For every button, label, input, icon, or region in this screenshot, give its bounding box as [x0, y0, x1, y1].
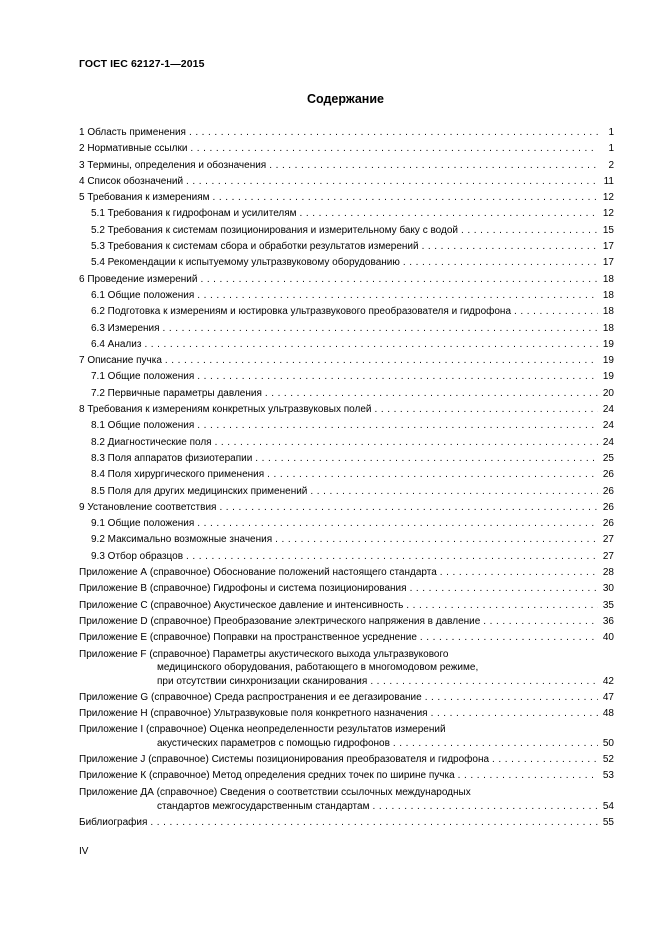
toc-entry-page: 30: [602, 583, 614, 595]
toc-entry-page: 19: [602, 338, 614, 350]
leader-dots: [406, 598, 598, 614]
toc-entry-page: 24: [602, 420, 614, 432]
leader-dots: [197, 369, 598, 385]
leader-dots: [375, 402, 599, 418]
toc-entry-page: 25: [602, 452, 614, 464]
leader-dots: [190, 141, 598, 157]
toc-entry[interactable]: [79, 174, 614, 190]
toc-entry[interactable]: [79, 402, 614, 418]
toc-entry-annex-i[interactable]: [79, 723, 614, 752]
toc-entry[interactable]: [79, 206, 614, 222]
toc-entry-label: 9.2 Максимально возможные значения: [91, 534, 273, 546]
toc-entry[interactable]: [79, 255, 614, 271]
toc-entry-page: 24: [602, 404, 614, 416]
leader-dots: [144, 337, 598, 353]
toc-entry-page: 18: [602, 289, 614, 301]
toc-entry-label: 1 Область применения: [79, 127, 186, 138]
toc-entry-label: медицинского оборудования, работающего в многомодовом режиме,: [157, 661, 479, 673]
leader-dots: [422, 239, 598, 255]
toc-entry-label: Приложение I (справочное) Оценка неопределенности результатов измерений: [79, 724, 446, 736]
toc-entry-label: 3 Термины, определения и обозначения: [79, 159, 267, 171]
toc-entry[interactable]: [79, 581, 614, 597]
toc-entry-label: Приложение С (справочное) Акустическое давление и интенсивность: [79, 599, 404, 611]
toc-entry[interactable]: [79, 353, 614, 369]
toc-entry[interactable]: [79, 752, 614, 768]
toc-entry-label: 8.1 Общие положения: [91, 420, 195, 432]
toc-entry-page: 26: [602, 485, 614, 497]
toc-entry[interactable]: [79, 435, 614, 451]
leader-dots: [219, 500, 598, 516]
toc-entry[interactable]: [79, 690, 614, 706]
toc-entry[interactable]: [79, 272, 614, 288]
toc-entry-label: 9 Установление соответствия: [79, 501, 217, 513]
toc-entry[interactable]: [79, 598, 614, 614]
toc-entry-page: 42: [602, 675, 614, 687]
toc-entry[interactable]: [79, 549, 614, 565]
toc-entry-label: Приложение А (справочное) Обоснование положений настоящего стандарта: [79, 567, 437, 579]
leader-dots: [431, 706, 598, 722]
toc-entry-page: 55: [602, 816, 614, 828]
leader-dots: [267, 467, 598, 483]
leader-dots: [425, 690, 598, 706]
toc-entry[interactable]: [79, 337, 614, 353]
toc-entry[interactable]: [79, 190, 614, 206]
toc-entry-page: 54: [602, 800, 614, 812]
toc-entry[interactable]: [79, 288, 614, 304]
leader-dots: [165, 353, 598, 369]
toc-entry-page: 35: [602, 599, 614, 611]
toc-entry-page: 26: [602, 501, 614, 513]
leader-dots: [213, 190, 598, 206]
toc-entry-label: 5.4 Рекомендации к испытуемому ультразвуковому оборудованию: [91, 257, 400, 269]
toc-entry-page: 27: [602, 550, 614, 562]
toc-entry-page: 40: [602, 632, 614, 644]
leader-dots: [163, 321, 598, 337]
toc-entry[interactable]: [79, 125, 614, 141]
leader-dots: [458, 768, 598, 784]
leader-dots: [255, 451, 598, 467]
toc-entry-label: Приложение Н (справочное) Ультразвуковые поля конкретного назначения: [79, 707, 428, 719]
toc-entry-page: 1: [608, 143, 614, 155]
leader-dots: [200, 272, 598, 288]
toc-entry-label: 7.1 Общие положения: [91, 371, 195, 383]
leader-dots: [410, 581, 598, 597]
toc-entry-page: 18: [602, 306, 614, 318]
toc-entry-label: 6.3 Измерения: [91, 322, 160, 334]
toc-entry-label: 6 Проведение измерений: [79, 273, 198, 285]
leader-dots: [514, 304, 598, 320]
toc-entry-page: 26: [602, 518, 614, 530]
toc-entry[interactable]: [79, 532, 614, 548]
toc-entry-page: 52: [602, 754, 614, 766]
leader-dots: [393, 736, 598, 752]
toc-entry-label: Приложение В (справочное) Гидрофоны и система позиционирования: [79, 583, 407, 595]
toc-entry-label: 6.1 Общие положения: [91, 289, 195, 301]
toc-entry[interactable]: [79, 158, 614, 174]
leader-dots: [269, 158, 598, 174]
toc-entry-page: 12: [602, 192, 614, 204]
leader-dots: [197, 418, 598, 434]
toc-entry-page: 2: [608, 159, 614, 171]
leader-dots: [265, 386, 598, 402]
toc-entry-page: 19: [602, 371, 614, 383]
toc-entry[interactable]: [79, 768, 614, 784]
toc-entry-label: 5.2 Требования к системам позиционирования и измерительному баку с водой: [91, 224, 458, 236]
toc-entry-page: 1: [608, 127, 614, 138]
toc-title: Содержание: [306, 92, 384, 106]
toc-entry-page: 20: [602, 387, 614, 399]
standard-code: ГОСТ IEC 62127-1—2015: [79, 58, 205, 70]
toc-entry-page: 24: [602, 436, 614, 448]
toc-entry-page: 27: [602, 534, 614, 546]
toc-entry-label: 4 Список обозначений: [79, 175, 184, 187]
toc-entry-label: 7 Описание пучка: [79, 355, 162, 367]
toc-entry[interactable]: [79, 484, 614, 500]
toc-entry[interactable]: [79, 614, 614, 630]
leader-dots: [372, 799, 598, 815]
toc-entry-label: Приложение G (справочное) Среда распространения и ее дегазирование: [79, 691, 422, 703]
toc-entry-label: Библиография: [79, 816, 148, 828]
toc-entry[interactable]: [79, 630, 614, 646]
toc-entry-page: 48: [602, 707, 614, 719]
toc-entry-label: 5 Требования к измерениям: [79, 192, 210, 204]
toc-entry[interactable]: [79, 386, 614, 402]
toc-entry-page: 53: [602, 770, 614, 782]
table-of-contents: [79, 125, 614, 831]
toc-entry-page: 11: [603, 175, 614, 187]
toc-entry[interactable]: [79, 706, 614, 722]
leader-dots: [186, 174, 598, 190]
toc-entry[interactable]: [79, 369, 614, 385]
toc-entry-page: 17: [602, 241, 614, 253]
toc-entry-label: 8.3 Поля аппаратов физиотерапии: [91, 452, 253, 464]
toc-entry-label: стандартов межгосударственным стандартам: [157, 800, 370, 812]
toc-entry-label: 5.1 Требования к гидрофонам и усилителям: [91, 208, 297, 220]
toc-entry-label: 8.2 Диагностические поля: [91, 436, 212, 448]
toc-entry-label: при отсутствии синхронизации сканирования: [157, 675, 368, 687]
toc-entry[interactable]: [79, 239, 614, 255]
toc-entry-label: Приложение J (справочное) Системы позиционирования преобразователя и гидрофона: [79, 754, 490, 766]
toc-entry-page: 12: [602, 208, 614, 220]
toc-entry-page: 47: [602, 691, 614, 703]
toc-entry-label: 7.2 Первичные параметры давления: [91, 387, 262, 399]
leader-dots: [492, 752, 598, 768]
toc-entry-label: 9.3 Отбор образцов: [91, 550, 184, 562]
toc-entry[interactable]: [79, 565, 614, 581]
toc-entry-page: 50: [602, 738, 614, 750]
toc-entry[interactable]: [79, 451, 614, 467]
toc-entry-label: 2 Нормативные ссылки: [79, 143, 188, 155]
leader-dots: [300, 206, 598, 222]
toc-entry[interactable]: [79, 516, 614, 532]
toc-entry-label: Приложение К (справочное) Метод определения средних точек по ширине пучка: [79, 770, 455, 782]
leader-dots: [215, 435, 598, 451]
toc-entry-label: 6.2 Подготовка к измерениям и юстировка ультразвукового преобразователя и гидрофона: [91, 306, 512, 318]
toc-entry-bibliography[interactable]: [79, 815, 614, 831]
toc-entry-page: 15: [602, 224, 614, 236]
leader-dots: [197, 288, 598, 304]
leader-dots: [420, 630, 598, 646]
toc-entry[interactable]: [79, 321, 614, 337]
toc-entry-annex-f[interactable]: [79, 648, 614, 690]
leader-dots: [403, 255, 598, 271]
toc-entry-annex-da[interactable]: [79, 786, 614, 815]
toc-entry[interactable]: [79, 141, 614, 157]
toc-entry-label: Приложение ДА (справочное) Сведения о соответствии ссылочных международных: [79, 786, 471, 798]
toc-entry-label: акустических параметров с помощью гидрофонов: [157, 738, 390, 750]
leader-dots: [197, 516, 598, 532]
leader-dots: [370, 674, 598, 690]
leader-dots: [150, 815, 598, 831]
toc-entry-label: 5.3 Требования к системам сбора и обработки результатов измерений: [91, 241, 419, 253]
toc-entry-page: 17: [602, 257, 614, 269]
toc-entry[interactable]: [79, 467, 614, 483]
toc-entry-label: Приложение F (справочное) Параметры акустического выхода ультразвукового: [79, 648, 449, 660]
toc-entry[interactable]: [79, 500, 614, 516]
toc-entry-label: 8 Требования к измерениям конкретных ультразвуковых полей: [79, 404, 372, 416]
leader-dots: [440, 565, 598, 581]
leader-dots: [461, 223, 598, 239]
leader-dots: [275, 532, 598, 548]
toc-entry-page: 26: [602, 469, 614, 481]
toc-entry-label: 9.1 Общие положения: [91, 518, 195, 530]
toc-entry-label: 6.4 Анализ: [91, 338, 142, 350]
toc-entry-page: 19: [602, 355, 614, 367]
toc-entry-page: 28: [602, 567, 614, 579]
toc-entry-page: 18: [602, 322, 614, 334]
toc-entry[interactable]: [79, 223, 614, 239]
toc-entry[interactable]: [79, 418, 614, 434]
toc-entry[interactable]: [79, 304, 614, 320]
toc-entry-label: 8.4 Поля хирургического применения: [91, 469, 265, 481]
leader-dots: [189, 125, 598, 141]
toc-entry-page: 36: [602, 615, 614, 627]
toc-entry-label: Приложение Е (справочное) Поправки на пространственное усреднение: [79, 632, 417, 644]
page-number: IV: [79, 846, 89, 857]
leader-dots: [186, 549, 598, 565]
toc-entry-label: 8.5 Поля для других медицинских применений: [91, 485, 308, 497]
toc-entry-page: 18: [602, 273, 614, 285]
leader-dots: [483, 614, 598, 630]
leader-dots: [310, 484, 598, 500]
toc-entry-label: Приложение D (справочное) Преобразование электрического напряжения в давление: [79, 615, 481, 627]
